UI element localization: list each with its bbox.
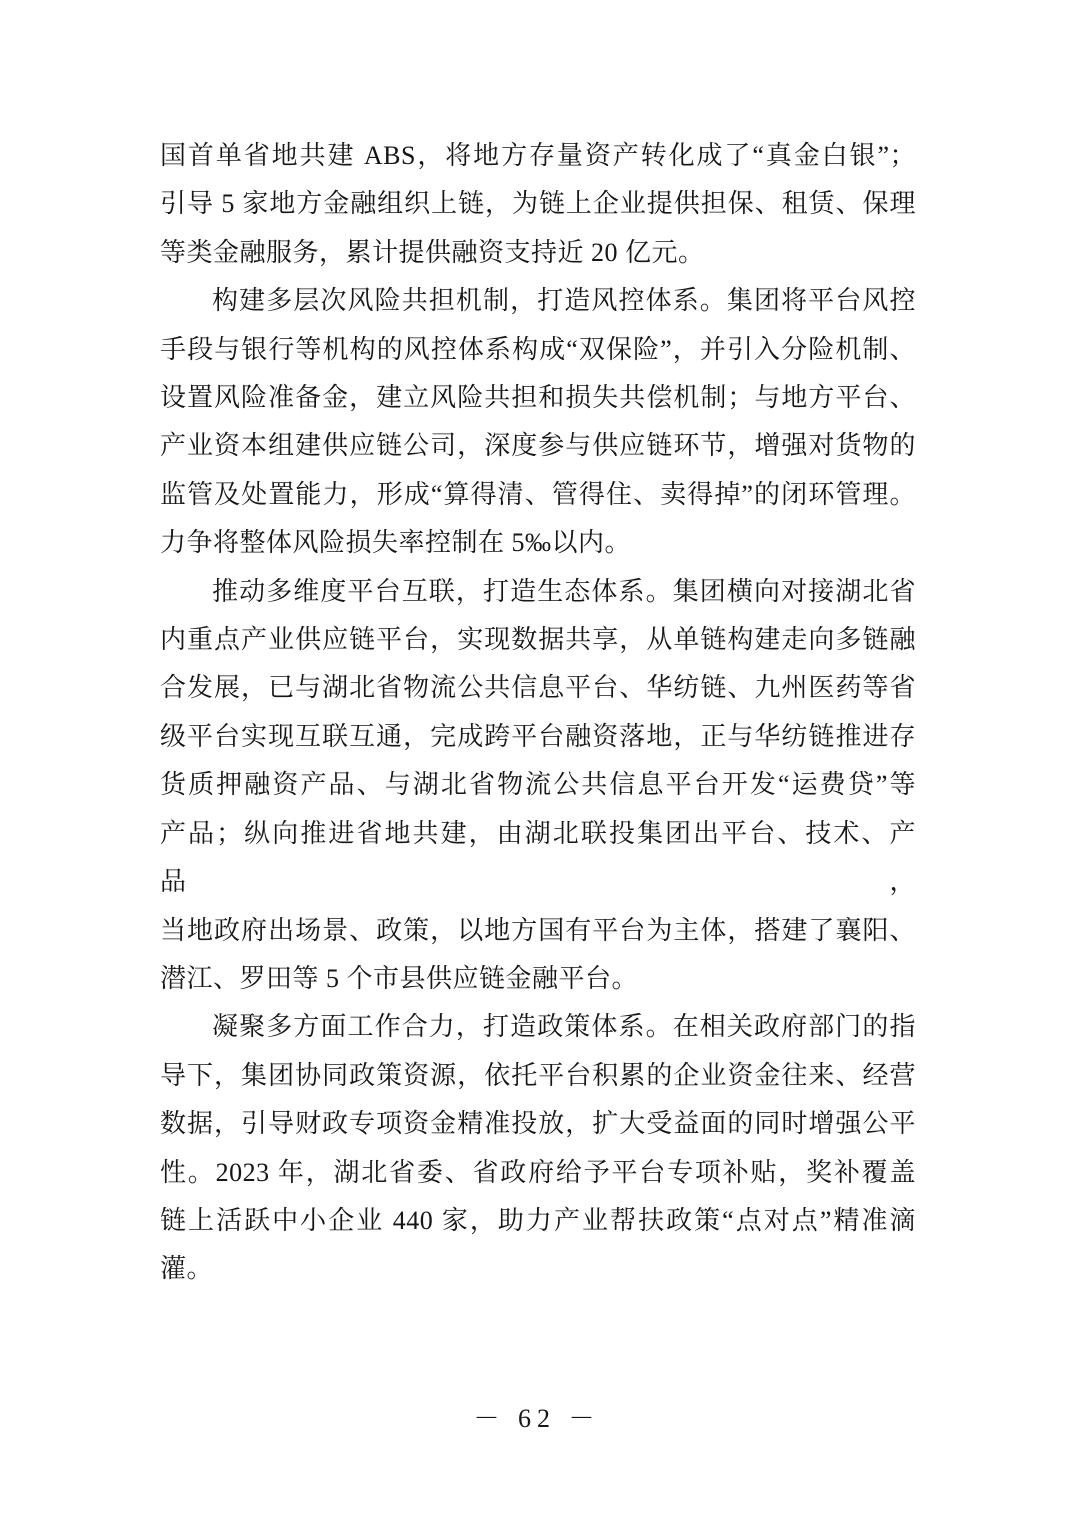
text-line: 导下，集团协同政策资源，依托平台积累的企业资金往来、经营 bbox=[160, 1060, 916, 1090]
text-line: 级平台实现互联互通，完成跨平台融资落地，正与华纺链推进存 bbox=[160, 721, 916, 751]
text-line: 当地政府出场景、政策，以地方国有平台为主体，搭建了襄阳、 bbox=[160, 915, 916, 945]
text-line: 凝聚多方面工作合力，打造政策体系。在相关政府部门的指 bbox=[212, 1012, 916, 1042]
text-line: 等类金融服务，累计提供融资支持近 20 亿元。 bbox=[160, 237, 705, 267]
text-line: 内重点产业供应链平台，实现数据共享，从单链构建走向多链融 bbox=[160, 625, 916, 655]
text-line: 监管及处置能力，形成“算得清、管得住、卖得掉”的闭环管理。 bbox=[160, 479, 916, 509]
text-line: 数据，引导财政专项资金精准投放，扩大受益面的同时增强公平 bbox=[160, 1109, 916, 1139]
paragraph bbox=[160, 277, 916, 567]
paragraph bbox=[160, 568, 916, 1004]
text-line: 推动多维度平台互联，打造生态体系。集团横向对接湖北省 bbox=[212, 576, 916, 606]
paragraph bbox=[160, 132, 916, 277]
text-line: 性。2023 年，湖北省委、省政府给予平台专项补贴，奖补覆盖 bbox=[160, 1157, 916, 1187]
text-line: 潜江、罗田等 5 个市县供应链金融平台。 bbox=[160, 963, 639, 993]
paragraph bbox=[160, 1003, 916, 1293]
document-body bbox=[160, 132, 916, 1294]
text-line: 灌。 bbox=[160, 1254, 214, 1284]
text-line: 构建多层次风险共担机制，打造风控体系。集团将平台风控 bbox=[212, 286, 916, 316]
text-line: 货质押融资产品、与湖北省物流公共信息平台开发“运费贷”等 bbox=[160, 770, 916, 800]
text-line: 链上活跃中小企业 440 家，助力产业帮扶政策“点对点”精准滴 bbox=[160, 1205, 916, 1235]
text-line: 合发展，已与湖北省物流公共信息平台、华纺链、九州医药等省 bbox=[160, 673, 916, 703]
text-line: 引导 5 家地方金融组织上链，为链上企业提供担保、租赁、保理 bbox=[160, 189, 916, 219]
text-line: 国首单省地共建 ABS，将地方存量资产转化成了“真金白银”； bbox=[160, 141, 916, 170]
text-line: 力争将整体风险损失率控制在 5‰以内。 bbox=[160, 528, 632, 558]
text-line: 手段与银行等机构的风控体系构成“双保险”，并引入分险机制、 bbox=[160, 334, 916, 364]
text-line: 产品；纵向推进省地共建，由湖北联投集团出平台、技术、产品， bbox=[160, 818, 916, 897]
text-line: 设置风险准备金，建立风险共担和损失共偿机制；与地方平台、 bbox=[160, 383, 916, 413]
page-number: － 62 － bbox=[473, 1404, 601, 1433]
page-footer bbox=[0, 1399, 1074, 1439]
text-line: 产业资本组建供应链公司，深度参与供应链环节，增强对货物的 bbox=[160, 431, 916, 461]
